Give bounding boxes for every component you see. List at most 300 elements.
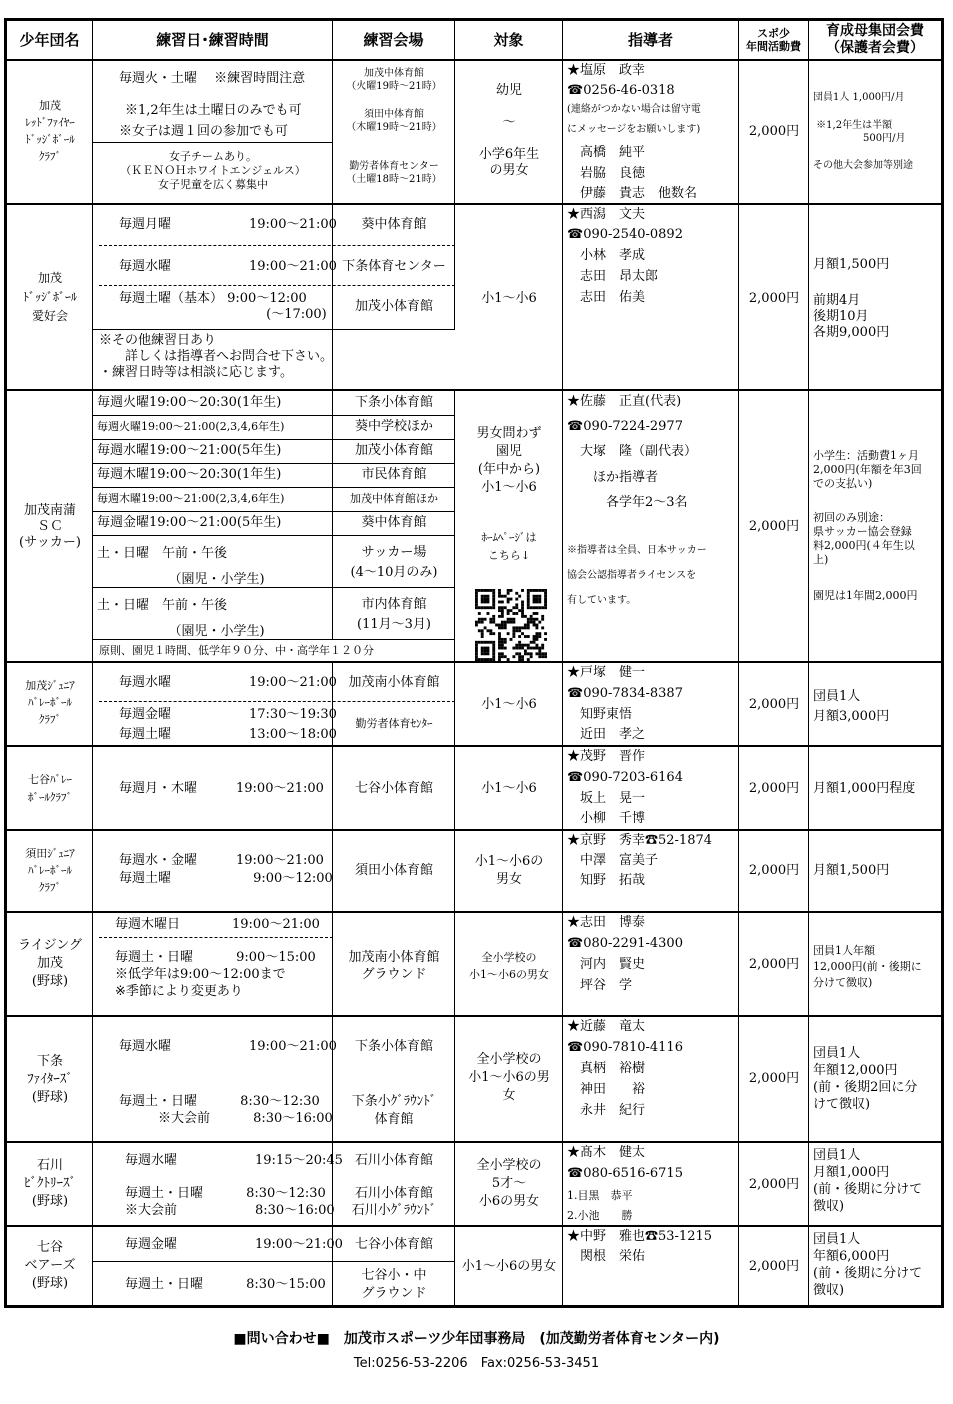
team-name: 七谷ﾊﾞﾚｰ ﾎﾞｰﾙｸﾗﾌﾞ [28,773,72,804]
schedule-item: 毎週木曜19:00～21:00(2,3,4,6年生) [97,492,285,505]
qr-module [501,612,504,615]
team-row [7,1143,941,1227]
fee: 2,000円 [748,291,800,306]
qr-module [475,655,478,658]
venue: 七谷小・中 グラウンド [361,1268,427,1301]
qr-module [527,589,530,592]
qr-module [501,621,504,624]
qr-module [510,598,513,601]
qr-module [487,612,490,615]
parent-fee: 小学生：活動費1ヶ月 2,000円(年額を年3回 での支払い) [813,449,922,490]
qr-module [507,601,510,604]
schedule-item: ※女子は週１回の参加でも可 [119,124,289,139]
coach-line: 伊藤 貴志 他数名 [567,186,698,201]
qr-module [495,624,498,627]
schedule-item: 土・日曜 午前・午後 （園児・小学生) [97,598,265,639]
qr-module [475,644,478,647]
qr-module [484,589,487,592]
schedule-item: 毎週月・木曜 19:00～21:00 [119,781,324,796]
target: 小1～小6 [481,697,537,712]
qr-module [515,626,518,629]
team-row [7,205,941,391]
qr-code-icon[interactable] [471,589,551,661]
qr-module [533,621,536,624]
fee: 2,000円 [748,957,800,972]
coach-line: 志田 昂太郎 [567,269,659,284]
qr-module [487,601,490,604]
schedule-item: 毎週金曜 17:30～19:30 [119,707,337,722]
qr-module [481,601,484,604]
coach-line: 有しています。 [567,595,637,606]
qr-module [487,647,490,650]
contact-phone: Tel:0256-53-2206 Fax:0256-53-3451 [353,1356,600,1371]
coach-line: にメッセージをお願いします) [567,124,701,135]
venue: 須田中体育館 （木曜19時～21時） [346,109,442,133]
qr-module [535,647,538,650]
qr-module [524,626,527,629]
venue: 勤労者体育センター （土曜18時～21時） [346,161,442,185]
coach-line: 岩脇 良徳 [567,166,646,181]
qr-module [484,601,487,604]
header-team: 少年団名 [7,21,93,61]
qr-module [501,609,504,612]
qr-module [533,601,536,604]
schedule-item: ※1,2年生は土曜日のみでも可 [125,103,302,118]
coach-line: 小林 孝成 [567,248,646,263]
qr-module [524,644,527,647]
qr-module [535,589,538,592]
qr-module [521,603,524,606]
qr-module [492,641,495,644]
qr-module [535,635,538,638]
coach-line: 坂上 晃一 [567,791,646,806]
qr-module [530,641,533,644]
qr-module [492,649,495,652]
qr-module [535,595,538,598]
coach-line: 2.小池 勝 [567,1209,633,1222]
venue: 葵中体育館 [361,217,427,232]
fee: 2,000円 [748,863,800,878]
schedule-item: 毎週金曜19:00～21:00(5年生) [97,515,282,530]
qr-module [489,658,492,661]
qr-module [512,647,515,650]
qr-module [492,606,495,609]
qr-module [533,598,536,601]
qr-module [481,598,484,601]
schedule-item: 毎週水曜19:00～21:00(5年生) [97,443,282,458]
qr-module [484,626,487,629]
team-row [7,747,941,831]
parent-fee: 団員1人 月額3,000円 [813,689,890,724]
qr-module [518,609,521,612]
qr-module [492,632,495,635]
qr-module [538,606,541,609]
qr-module [538,632,541,635]
coach-line: (連絡がつかない場合は留守電 [567,104,701,115]
schedule-item: 毎週火曜19:00～21:00(2,3,4,6年生) [97,420,285,433]
coach-line: ☎080-2291-4300 [567,936,683,951]
schedule-item: 毎週水曜 19:15～20:45 [125,1153,343,1168]
coach-line: 永井 紀行 [567,1103,646,1118]
qr-module [487,658,490,661]
coach-line: ★茂野 晋作 [567,749,646,764]
qr-module [478,606,481,609]
qr-module [487,641,490,644]
qr-module [487,652,490,655]
coach-line: ★戸塚 健一 [567,665,646,680]
qr-module [521,658,524,661]
qr-module [541,655,544,658]
coach-line: 知野東悟 [567,707,633,722]
qr-module [538,621,541,624]
venue: 加茂中体育館ほか [350,492,438,505]
qr-module [481,641,484,644]
target: 小1～小6の男女 [461,1259,557,1274]
qr-module [498,641,501,644]
qr-module [492,644,495,647]
target: 小1～小6 [481,781,537,796]
qr-module [492,615,495,618]
venue: 石川小体育館 [354,1153,433,1168]
team-row [7,1227,941,1305]
qr-module [535,626,538,629]
qr-module [524,649,527,652]
qr-module [524,624,527,627]
qr-module [501,652,504,655]
qr-module [504,641,507,644]
qr-module [527,603,530,606]
qr-module [484,618,487,621]
coach-line: ※指導者は全員、日本サッカー [567,545,707,556]
coach-line: 高橋 純平 [567,145,646,160]
venue: 加茂中体育館 （火曜19時～21時） [346,68,442,92]
qr-module [524,635,527,638]
qr-module [484,641,487,644]
coach-line: 志田 佑美 [567,290,646,305]
qr-module [487,649,490,652]
qr-module [544,598,547,601]
qr-module [521,601,524,604]
qr-module [530,606,533,609]
schedule-item: 毎週土曜（基本） 9:00～12:00 (～17:00) [119,291,327,322]
schedule-item: 毎週水曜 19:00～21:00 [119,1039,337,1054]
qr-module [489,589,492,592]
coach-line: ★近藤 竜太 [567,1019,646,1034]
qr-module [492,601,495,604]
qr-module [538,635,541,638]
qr-module [481,649,484,652]
qr-module [533,641,536,644]
qr-module [512,626,515,629]
parent-fee: 団員1人 月額1,000円 (前・後期に分けて 徴収) [813,1148,923,1214]
qr-module [530,589,533,592]
qr-module [504,638,507,641]
qr-module [481,618,484,621]
header-parent-fee: 育成母集団会費 （保護者会費） [809,21,941,61]
qr-module [515,606,518,609]
qr-module [530,621,533,624]
schedule-item: 毎週金曜 19:00～21:00 [125,1237,343,1252]
qr-module [518,652,521,655]
qr-module [533,638,536,641]
team-row [7,913,941,1017]
qr-module [518,629,521,632]
qr-module [489,606,492,609]
qr-module [544,632,547,635]
qr-module [535,652,538,655]
venue: 加茂小体育館 [354,299,433,314]
qr-module [527,647,530,650]
coach-line: 河内 賢史 [567,957,646,972]
qr-module [512,612,515,615]
qr-module [507,621,510,624]
qr-module [498,609,501,612]
fee: 2,000円 [748,1259,800,1274]
schedule-item: 毎週土・日曜 9:00～15:00 ※低学年は9:00～12:00まで ※季節により変更あり [115,950,316,999]
qr-module [515,592,518,595]
qr-module [481,595,484,598]
fee: 2,000円 [748,124,800,139]
qr-module [515,644,518,647]
team-name: 石川 ﾋﾞｸﾄﾘｰｽﾞ (野球) [24,1158,76,1209]
coach-line: ★佐藤 正直(代表) [567,394,682,409]
qr-module [481,647,484,650]
qr-module [544,603,547,606]
target: 小1～小6の 男女 [474,854,544,887]
qr-module [475,592,478,595]
qr-module [498,635,501,638]
team-row [7,61,941,205]
parent-fee: 月額1,500円 [813,863,890,878]
qr-module [498,658,501,661]
venue: サッカー場 (4～10月のみ) [350,545,438,580]
qr-module [481,589,484,592]
qr-module [544,606,547,609]
qr-module [533,595,536,598]
qr-module [492,621,495,624]
qr-module [518,655,521,658]
qr-module [492,658,495,661]
coach-line: 坪谷 学 [567,978,633,993]
parent-fee: ※1,2年生は半額 500円/月 [816,120,906,144]
qr-module [533,635,536,638]
schedule-item: 毎週水・金曜 19:00～21:00 [119,853,324,868]
qr-module [515,603,518,606]
qr-module [518,595,521,598]
qr-module [538,647,541,650]
target: 全小学校の 小1～小6の男女 [469,951,549,981]
qr-module [475,649,478,652]
qr-module [475,589,478,592]
qr-module [521,655,524,658]
qr-module [512,655,515,658]
qr-module [541,618,544,621]
venue: 勤労者体育ｾﾝﾀｰ [355,717,433,730]
qr-module [475,641,478,644]
schedule-item: 毎週水曜 19:00～21:00 [119,259,337,274]
team-row [7,663,941,747]
header-fee: スポ少 年間活動費 [739,21,809,61]
qr-module [498,647,501,650]
qr-module [475,658,478,661]
qr-module [533,624,536,627]
fee: 2,000円 [748,1177,800,1192]
qr-module [510,609,513,612]
qr-module [492,647,495,650]
qr-module [518,658,521,661]
parent-fee: 団員1人年額 12,000円(前・後期に 分けて徴収) [813,944,922,989]
qr-module [510,618,513,621]
qr-module [478,589,481,592]
target: 男女問わず 園児 (年中から) 小1～小6 [476,426,542,495]
qr-module [492,589,495,592]
venue: 市民体育館 [361,467,427,482]
qr-module [521,612,524,615]
qr-module [538,598,541,601]
qr-module [498,601,501,604]
qr-module [512,606,515,609]
parent-fee: 園児は1年間2,000円 [813,589,918,602]
venue: 須田小体育館 [354,863,433,878]
qr-module [501,606,504,609]
schedule-item: 毎週土曜 9:00～12:00 [119,871,333,886]
coach-line: 小柳 千博 [567,811,646,826]
team-name: 七谷 ベアーズ (野球) [24,1240,76,1291]
qr-module [530,618,533,621]
qr-module [498,595,501,598]
team-name: ライジング 加茂 (野球) [17,938,83,989]
qr-module [527,644,530,647]
qr-module [478,621,481,624]
qr-module [544,652,547,655]
qr-module [501,641,504,644]
venue: 下条小ｸﾞﾗｳﾝﾄﾞ 体育館 [351,1094,437,1127]
qr-module [507,618,510,621]
team-row [7,831,941,913]
qr-module [489,618,492,621]
header-schedule: 練習日･練習時間 [93,21,333,61]
coach-line: ☎090-7203-6164 [567,770,683,785]
parent-fee: 団員1人 年額12,000円 (前・後期2回に分 けて徴収) [813,1046,918,1112]
coach-line: ★髙木 健太 [567,1145,646,1160]
coach-line: ☎090-7834-8387 [567,686,683,701]
venue: 下条小体育館 [354,1039,433,1054]
qr-module [541,606,544,609]
venue: 下条体育センター [342,259,446,274]
qr-module [541,626,544,629]
coach-line: 近田 孝之 [567,727,646,742]
qr-module [527,624,530,627]
parent-fee: 団員1人 年額6,000円 (前・後期に分けて 徴収) [813,1232,923,1298]
qr-module [484,598,487,601]
coach-line: 神田 裕 [567,1082,646,1097]
qr-module [498,638,501,641]
qr-module [541,652,544,655]
qr-module [504,655,507,658]
qr-module [492,618,495,621]
qr-module [521,606,524,609]
qr-module [507,598,510,601]
schedule-item: 土・日曜 午前・午後 （園児・小学生) [97,546,265,587]
coach-line: ☎090-2540-0892 [567,227,683,242]
fee: 2,000円 [748,697,800,712]
team-name: 加茂南蒲 ＳＣ (サッカー) [19,503,81,550]
qr-module [524,652,527,655]
qr-module [521,626,524,629]
target: 全小学校の 5才～ 小6の男女 [476,1158,542,1209]
qr-module [510,589,513,592]
qr-module [475,624,478,627]
contact-heading: ■問い合わせ■ 加茂市スポーツ少年団事務局 (加茂勤労者体育センター内) [233,1331,720,1347]
qr-module [504,621,507,624]
qr-module [521,632,524,635]
qr-module [501,647,504,650]
qr-module [498,624,501,627]
qr-module [544,589,547,592]
venue: 七谷小体育館 [354,1237,433,1252]
schedule-item: 毎週木曜19:00～20:30(1年生) [97,467,282,482]
venue: 七谷小体育館 [354,781,433,796]
qr-module [535,606,538,609]
coach-line: ☎090-7810-4116 [567,1040,683,1055]
header-coach: 指導者 [563,21,739,61]
qr-module [512,621,515,624]
qr-module [535,612,538,615]
qr-module [515,652,518,655]
qr-module [489,632,492,635]
qr-module [507,589,510,592]
homepage-label: ﾎｰﾑﾍﾟｰｼﾞは こちら↓ [481,531,537,562]
parent-fee: 初回のみ別途： 県サッカー協会登録 料2,000円(４年生以 上) [813,511,915,566]
header-target: 対象 [455,21,563,61]
qr-module [533,612,536,615]
qr-module [478,618,481,621]
schedule-item: 毎週月曜 19:00～21:00 [119,217,337,232]
team-name: 須田ｼﾞｭﾆｱ ﾊﾞﾚｰﾎﾞｰﾙ ｸﾗﾌﾞ [25,847,75,894]
qr-module [487,589,490,592]
qr-module [518,647,521,650]
qr-module [504,595,507,598]
qr-module [501,638,504,641]
qr-module [527,635,530,638]
qr-module [515,612,518,615]
qr-module [527,652,530,655]
qr-module [481,658,484,661]
qr-module [535,638,538,641]
team-row [7,1017,941,1143]
qr-module [478,658,481,661]
qr-module [544,595,547,598]
qr-module [535,644,538,647]
qr-module [484,649,487,652]
header-venue: 練習会場 [333,21,455,61]
qr-module [530,652,533,655]
qr-module [501,601,504,604]
parent-fee: その他大会参加等別途 [813,160,913,171]
qr-module [498,592,501,595]
coach-line: 大塚 隆（副代表） [567,444,698,459]
qr-module [538,655,541,658]
qr-module [504,626,507,629]
qr-module [521,647,524,650]
qr-module [492,598,495,601]
qr-module [481,606,484,609]
qr-module [498,632,501,635]
qr-module [527,621,530,624]
venue: 加茂南小体育館 [348,675,440,690]
qr-module [498,652,501,655]
qr-module [521,609,524,612]
